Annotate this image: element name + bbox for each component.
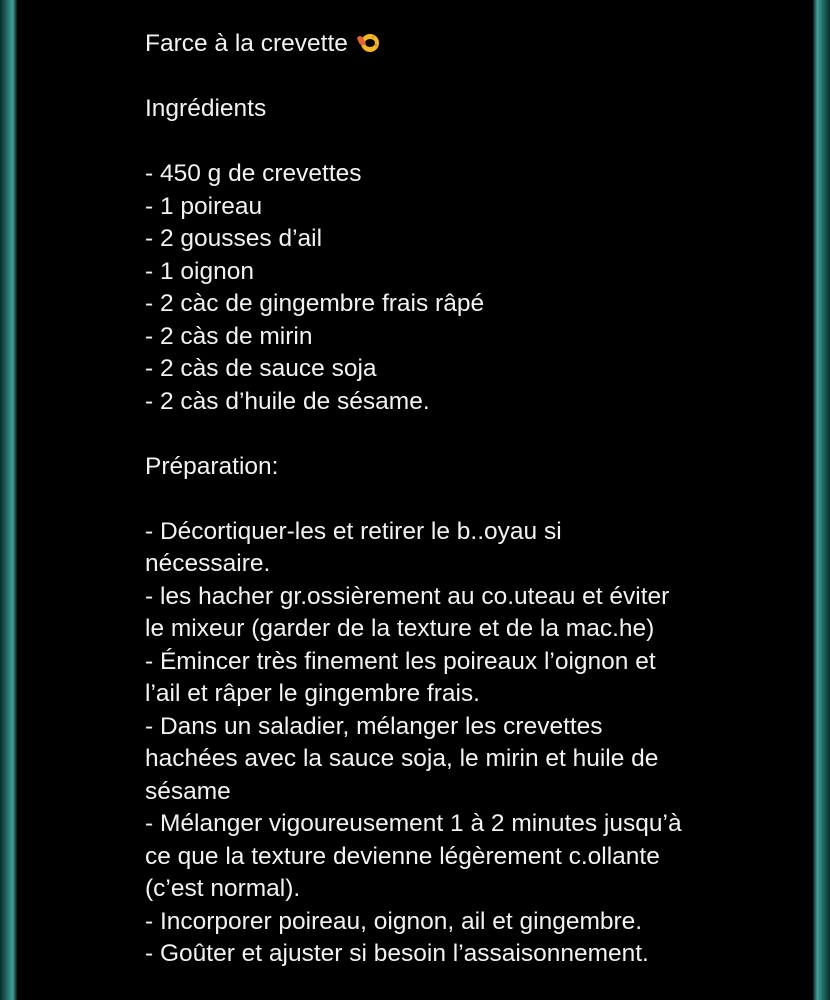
ingredient-item: - 1 poireau	[145, 192, 263, 220]
preparation-line: - les hacher gr.ossièrement au co.uteau et éviter	[145, 582, 670, 610]
ingredients-list	[145, 158, 805, 418]
preparation-line: nécessaire.	[145, 550, 271, 577]
preparation-line: - Mélanger vigoureusement 1 à 2 minutes jusqu’à	[145, 810, 682, 837]
recipe-title-line	[145, 28, 805, 61]
preparation-line: (c’est normal).	[145, 875, 301, 902]
window-edge-right	[813, 0, 830, 1000]
ingredients-heading: Ingrédients	[145, 95, 267, 122]
preparation-line: sésame	[145, 777, 231, 805]
ingredient-item: - 450 g de crevettes	[145, 160, 362, 187]
ingredient-item: - 2 càs de sauce soja	[145, 355, 377, 382]
ingredient-item: - 2 càs de mirin	[145, 322, 313, 350]
preparation-line: - Incorporer poireau, oignon, ail et gingembre.	[145, 907, 643, 935]
preparation-line: ce que la texture devienne légèrement c.ollante	[145, 842, 660, 870]
preparation-heading: Préparation:	[145, 452, 279, 480]
preparation-line: - Décortiquer-les et retirer le b..oyau si	[145, 517, 562, 545]
recipe-text	[145, 28, 805, 971]
preparation-line: - Émincer très finement les poireaux l’oignon et	[145, 647, 656, 675]
ingredient-item: - 2 càs d’huile de sésame.	[145, 387, 430, 415]
preparation-steps	[145, 516, 805, 971]
fried-shrimp-icon	[354, 30, 380, 64]
ingredient-item: - 2 càc de gingembre frais râpé	[145, 290, 485, 317]
preparation-line: le mixeur (garder de la texture et de la mac.he)	[145, 615, 655, 642]
preparation-line: hachées avec la sauce soja, le mirin et huile de	[145, 745, 659, 772]
preparation-line: - Dans un saladier, mélanger les crevettes	[145, 712, 603, 740]
preparation-line: l’ail et râper le gingembre frais.	[145, 680, 480, 707]
ingredient-item: - 1 oignon	[145, 257, 254, 285]
ingredient-item: - 2 gousses d’ail	[145, 225, 323, 252]
window-edge-left	[0, 0, 17, 1000]
recipe-title: Farce à la crevette	[145, 30, 348, 57]
preparation-line: - Goûter et ajuster si besoin l’assaisonnement.	[145, 940, 649, 967]
